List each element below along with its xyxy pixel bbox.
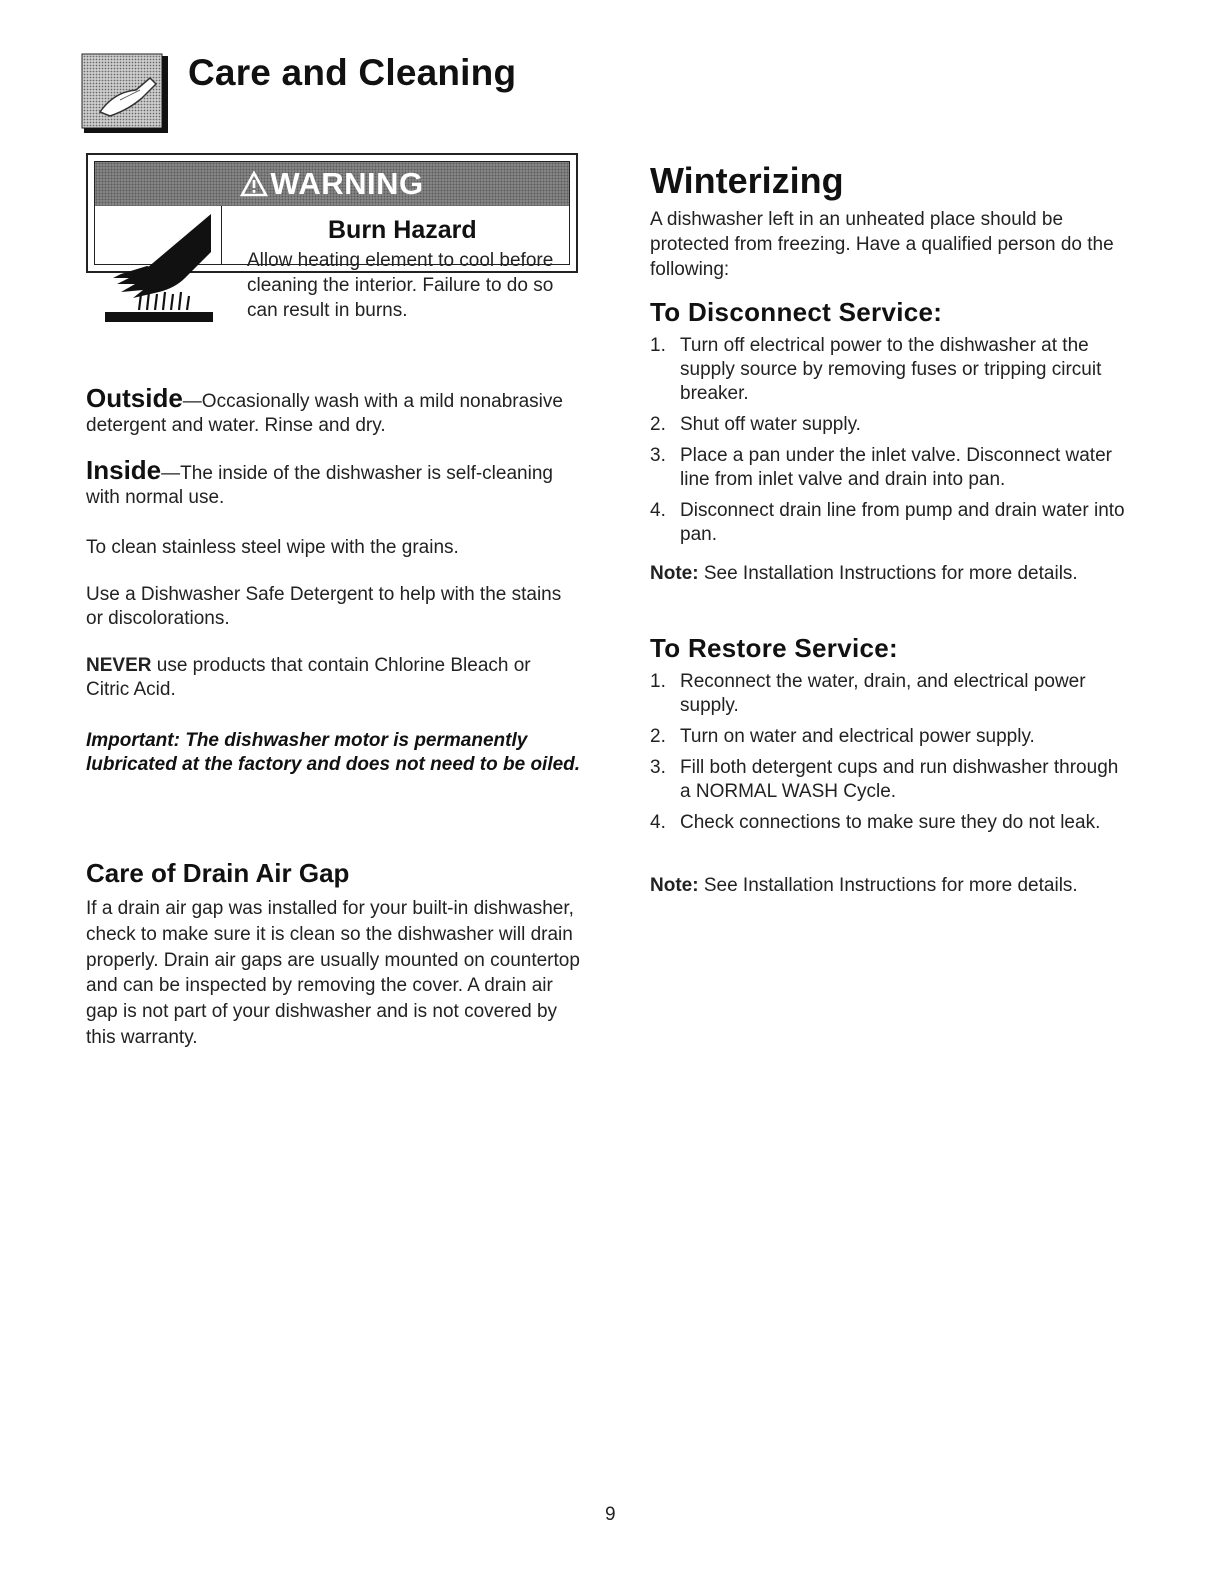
warning-box	[86, 153, 578, 321]
important-note: Important: The dishwasher motor is permanently lubricated at the factory and does not need to be oiled.	[86, 730, 581, 775]
never-paragraph	[86, 654, 576, 702]
burn-hand-icon	[99, 212, 217, 324]
list-item: 3. Place a pan under the inlet valve. Disconnect water line from inlet valve and drain into pan.	[650, 445, 1112, 490]
outside-text: —Occasionally wash with a mild nonabrasive detergent and water. Rinse and dry.	[86, 391, 563, 436]
list-item: 4. Check connections to make sure they do not leak.	[650, 812, 1101, 833]
burn-hazard-text: Allow heating element to cool before cleaning the interior. Failure to do so can result in burns.	[247, 250, 554, 321]
winterizing-intro: A dishwasher left in an unheated place should be protected from freezing. Have a qualified person do the following:	[650, 209, 1114, 280]
note-restore: Note: See Installation Instructions for more details.	[650, 875, 1078, 896]
inside-label: Inside	[86, 455, 162, 485]
disconnect-steps	[650, 334, 1125, 554]
never-text: use products that contain Chlorine Bleach or Citric Acid.	[86, 655, 531, 700]
warning-banner	[95, 162, 569, 206]
air-gap-paragraph: If a drain air gap was installed for your built-in dishwasher, check to make sure it is clean so the dishwasher will drain properly. Drain air gaps are usually mounted on countertop and can be inspected by removing the cover. A drain air gap is not part of your dishwasher and is not covered by this warranty.	[86, 898, 580, 1048]
page-number: 9	[605, 1504, 616, 1525]
inside-paragraph	[86, 455, 576, 510]
stainless-paragraph: To clean stainless steel wipe with the grains.	[86, 537, 459, 558]
detergent-paragraph: Use a Dishwasher Safe Detergent to help with the stains or discolorations.	[86, 584, 562, 629]
list-item: 1. Reconnect the water, drain, and electrical power supply.	[650, 671, 1086, 716]
never-label: NEVER	[86, 655, 152, 676]
page-title: Care and Cleaning	[188, 52, 517, 93]
list-item: 2. Shut off water supply.	[650, 414, 861, 435]
care-cleaning-icon	[80, 52, 170, 134]
note-disconnect: Note: See Installation Instructions for more details.	[650, 563, 1078, 584]
list-item: 2. Turn on water and electrical power supply.	[650, 726, 1035, 747]
list-item: 3. Fill both detergent cups and run dishwasher through a NORMAL WASH Cycle.	[650, 757, 1119, 802]
winterizing-heading: Winterizing	[650, 160, 844, 201]
burn-hazard-title: Burn Hazard	[328, 216, 477, 244]
inside-text: —The inside of the dishwasher is self-cleaning with normal use.	[86, 463, 553, 508]
outside-label: Outside	[86, 383, 183, 413]
note-label: Note:	[650, 875, 699, 896]
list-item: 1. Turn off electrical power to the dishwasher at the supply source by removing fuses or tripping circuit breaker.	[650, 335, 1102, 404]
note-label: Note:	[650, 563, 699, 584]
warning-label: WARNING	[270, 166, 424, 201]
outside-paragraph	[86, 383, 576, 438]
warning-triangle-icon	[240, 171, 268, 197]
air-gap-heading: Care of Drain Air Gap	[86, 858, 350, 888]
restore-heading: To Restore Service:	[650, 633, 898, 663]
list-item: 4. Disconnect drain line from pump and drain water into pan.	[650, 500, 1125, 545]
disconnect-heading: To Disconnect Service:	[650, 297, 943, 327]
restore-steps	[650, 670, 1125, 842]
